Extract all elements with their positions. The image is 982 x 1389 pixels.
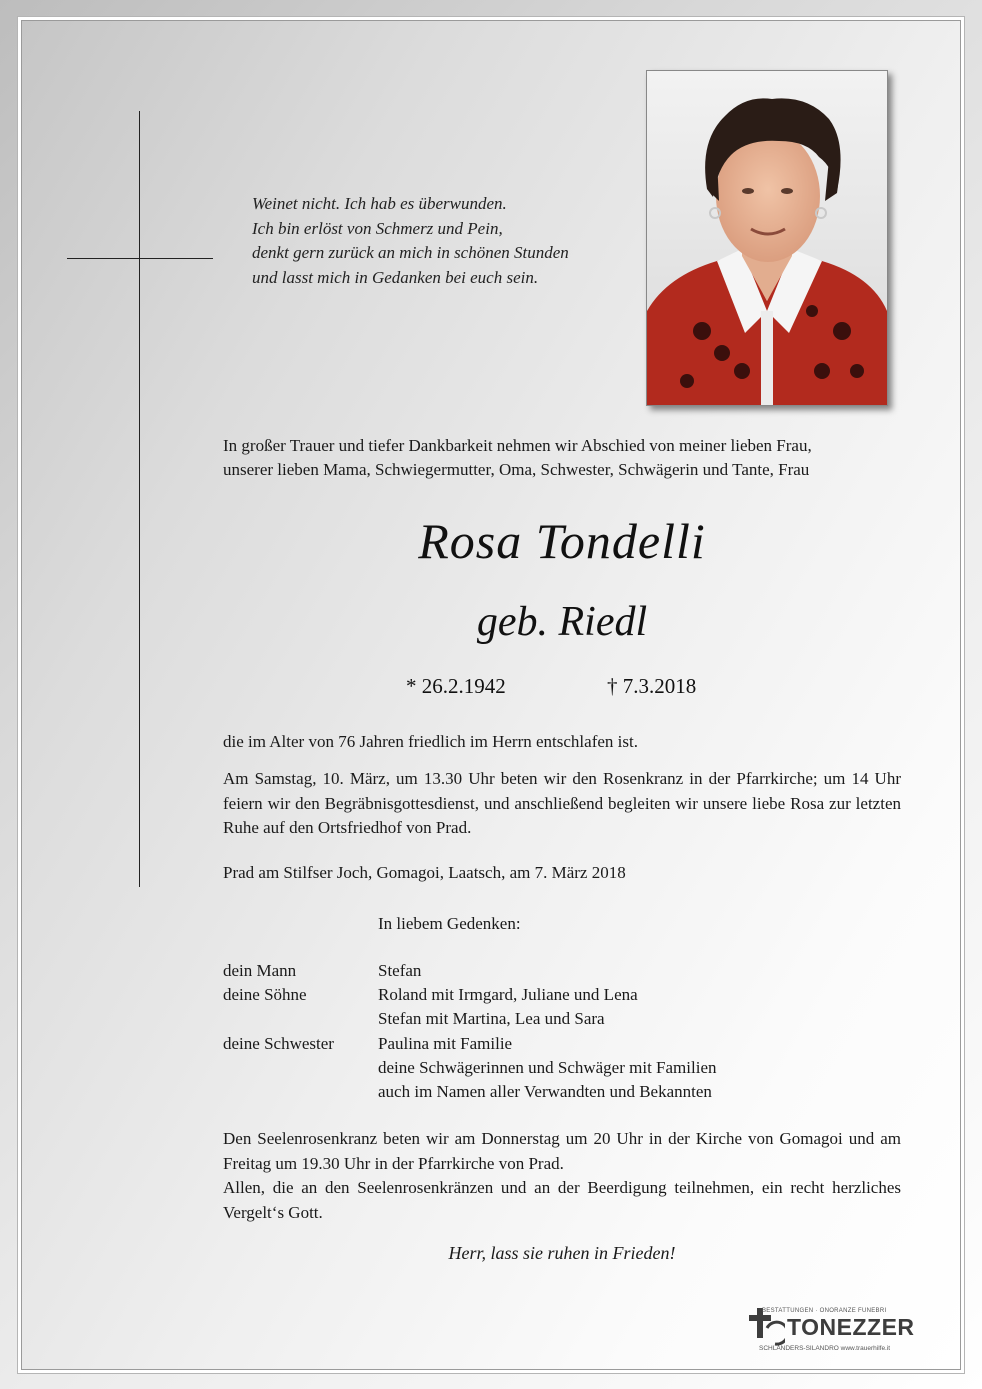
mourner-names: Stefan [378, 961, 422, 980]
logo-brand: TONEZZER [787, 1314, 915, 1340]
mourner-row [223, 1032, 903, 1056]
mourner-row [223, 1056, 903, 1080]
age-text: die im Alter von 76 Jahren friedlich im Herrn entschlafen ist. [223, 732, 638, 751]
logo-subline: SCHLANDERS-SILANDRO www.trauerhilfe.it [759, 1345, 891, 1352]
mourners-list [223, 959, 903, 1104]
rosary-text [223, 1127, 901, 1225]
mourner-relation [223, 1056, 378, 1080]
poem [252, 192, 612, 290]
mourner-relation: deine Schwester [223, 1033, 334, 1053]
closing-prayer: Herr, lass sie ruhen in Frieden! [448, 1243, 676, 1263]
mourner-names: deine Schwägerinnen und Schwäger mit Familien [378, 1057, 717, 1077]
deceased-name: Rosa Tondelli [418, 513, 706, 569]
mourner-row [223, 959, 903, 983]
funeral-home-logo [745, 1304, 925, 1360]
mourner-names: Stefan mit Martina, Lea und Sara [378, 1009, 605, 1029]
intro-text [223, 434, 903, 482]
poem-line: denkt gern zurück an mich in schönen Stunden [252, 243, 569, 262]
mourner-names: Roland mit Irmgard, Juliane und Lena [378, 985, 638, 1005]
mourner-relation: dein Mann [223, 961, 297, 980]
mourner-names: Paulina mit Familie [378, 1033, 513, 1053]
mourner-names: auch im Namen aller Verwandten und Bekannten [378, 1082, 712, 1102]
mourner-row [223, 1080, 903, 1104]
poem-line: und lasst mich in Gedanken bei euch sein. [252, 267, 539, 287]
place-date: Prad am Stilfser Joch, Gomagoi, Laatsch, am 7. März 2018 [223, 863, 626, 882]
cross-horizontal-bar [67, 258, 213, 259]
memory-label: In liebem Gedenken: [378, 914, 521, 933]
poem-line: Ich bin erlöst von Schmerz und Pein, [252, 218, 503, 238]
birth-date: * 26.2.1942 [406, 674, 506, 698]
portrait-photo [646, 70, 888, 406]
mourner-row [223, 983, 903, 1007]
mourner-relation [223, 1080, 378, 1104]
mourner-relation: deine Söhne [223, 985, 307, 1005]
poem-line: Weinet nicht. Ich hab es überwunden. [252, 194, 507, 213]
thanks-line: Allen, die an den Seelenrosenkränzen und an der Beerdigung teilnehmen, ein recht herzliches Vergelt‘s Gott. [223, 1178, 901, 1222]
cross-vertical-bar [139, 111, 140, 887]
maiden-name: geb. Riedl [476, 599, 648, 645]
funeral-text: Am Samstag, 10. März, um 13.30 Uhr beten wir den Rosenkranz in der Pfarrkirche; um 14 Uhr feiern wir den Begräbnisgottesdienst, und anschließend begleiten wir unsere liebe Rosa zur letzten Ruhe auf den Ortsfriedhof von Prad. [223, 769, 901, 837]
mourner-relation [223, 1007, 378, 1031]
rosary-line: Den Seelenrosenkranz beten wir am Donnerstag um 20 Uhr in der Kirche von Gomagoi und am Freitag um 19.30 Uhr in der Pfarrkirche von Prad. [223, 1129, 901, 1173]
intro-line: unserer lieben Mama, Schwiegermutter, Oma, Schwester, Schwägerin und Tante, Frau [223, 460, 810, 479]
logo-tagline: BESTATTUNGEN · ONORANZE FUNEBRI [762, 1308, 887, 1314]
death-date: † 7.3.2018 [607, 674, 697, 698]
mourner-row [223, 1007, 903, 1031]
intro-line: In großer Trauer und tiefer Dankbarkeit nehmen wir Abschied von meiner lieben Frau, [223, 436, 812, 455]
